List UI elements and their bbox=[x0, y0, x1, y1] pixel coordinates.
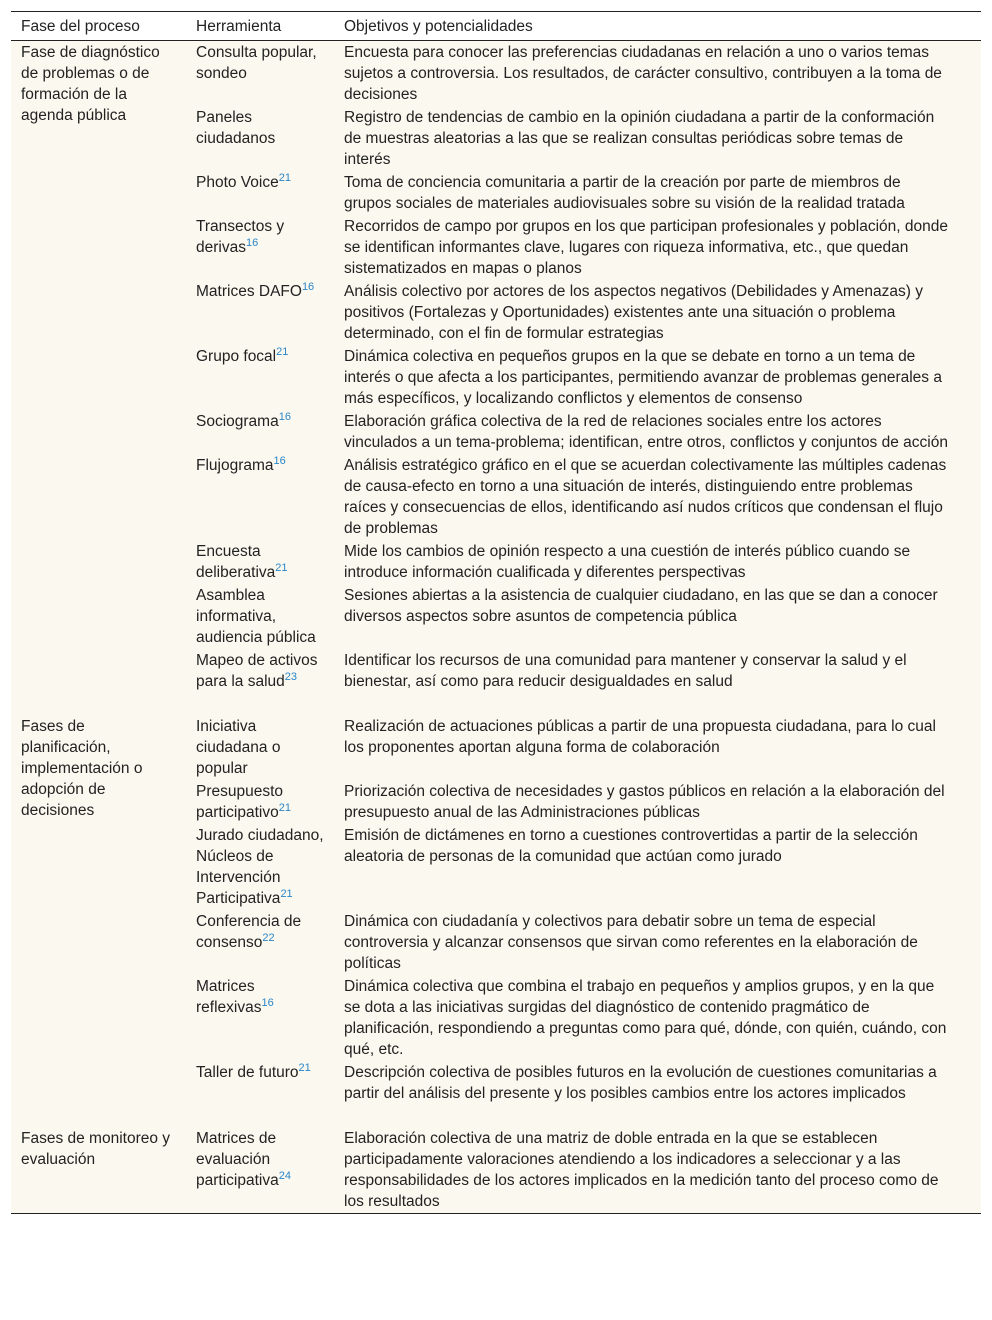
reference-link[interactable]: 16 bbox=[301, 281, 315, 293]
tool-cell bbox=[186, 280, 334, 345]
participation-tools-table bbox=[11, 11, 981, 1214]
objectives-cell: Registro de tendencias de cambio en la opinión ciudadana a partir de la conformación de muestras aleatorias a las que se realizan consultas periódicas sobre temas de interés bbox=[344, 109, 935, 168]
tool-name: Asamblea informativa, audiencia pública bbox=[196, 587, 316, 646]
objectives-cell: Realización de actuaciones públicas a partir de una propuesta ciudadana, para lo cual los proponentes aportan alguna forma de colaboración bbox=[344, 718, 936, 756]
reference-link[interactable]: 21 bbox=[298, 1062, 311, 1074]
tool-cell bbox=[186, 1061, 334, 1127]
tool-name: Iniciativa ciudadana o popular bbox=[196, 718, 281, 777]
tool-cell bbox=[186, 215, 334, 280]
header-phase: Fase del proceso bbox=[21, 18, 140, 35]
tool-cell bbox=[186, 780, 334, 824]
tool-name: Photo Voice bbox=[196, 174, 279, 191]
tool-cell bbox=[186, 715, 334, 780]
objectives-cell: Identificar los recursos de una comunidad para mantener y conservar la salud y el bienestar, así como para reducir desigualdades en salud bbox=[344, 652, 907, 690]
tool-name: Transectos y derivas bbox=[196, 218, 285, 256]
tool-cell bbox=[186, 584, 334, 649]
tool-cell bbox=[186, 910, 334, 975]
objectives-cell: Encuesta para conocer las preferencias ciudadanas en relación a uno o varios temas sujetos a controversia. Los resultados, de carácter consultivo, contribuyen a la toma de decisiones bbox=[344, 44, 942, 103]
table-row bbox=[11, 715, 981, 780]
phase-cell: Fase de diagnóstico de problemas o de formación de la agenda pública bbox=[21, 44, 160, 124]
reference-link[interactable]: 16 bbox=[278, 411, 291, 423]
tool-cell bbox=[186, 345, 334, 410]
reference-link[interactable]: 16 bbox=[261, 997, 274, 1009]
tool-name: Matrices de evaluación participativa bbox=[196, 1130, 279, 1189]
tool-name: Grupo focal bbox=[196, 348, 277, 365]
phase-cell: Fases de monitoreo y evaluación bbox=[21, 1130, 171, 1168]
objectives-cell: Toma de conciencia comunitaria a partir de la creación por parte de miembros de grupos sociales de materiales audiovisuales sobre su visión de la realidad tratada bbox=[344, 174, 905, 212]
objectives-cell: Elaboración gráfica colectiva de la red de relaciones sociales entre los actores vinculados a un tema-problema; identifican, entre otros, conflictos y conjuntos de acción bbox=[344, 413, 948, 451]
objectives-cell: Dinámica con ciudadanía y colectivos para debatir sobre un tema de especial controversia y alcanzar consensos que sirvan como referentes en la elaboración de políticas bbox=[344, 913, 918, 972]
table-body bbox=[11, 41, 981, 1214]
reference-link[interactable]: 21 bbox=[278, 802, 291, 814]
tool-cell bbox=[186, 649, 334, 715]
header-row bbox=[11, 12, 981, 41]
reference-link[interactable]: 23 bbox=[284, 671, 298, 683]
tool-name: Sociograma bbox=[196, 413, 279, 430]
table-header bbox=[11, 12, 981, 41]
tool-cell bbox=[186, 824, 334, 910]
tool-name: Taller de futuro bbox=[196, 1064, 299, 1081]
tool-name: Matrices DAFO bbox=[196, 283, 302, 300]
phase-cell: Fases de planificación, implementación o adopción de decisiones bbox=[21, 718, 143, 819]
objectives-cell: Dinámica colectiva que combina el trabajo en pequeños y amplios grupos, y en la que se dota a las iniciativas surgidas del diagnóstico de contenido pragmático de planificación, respondiendo a preguntas como para qué, dónde, con quién, cuándo, con qué, etc. bbox=[344, 978, 947, 1058]
objectives-cell: Recorridos de campo por grupos en los que participan profesionales y población, donde se identifican informantes clave, lugares con riqueza informativa, etc., que quedan sistematizados en mapas o planos bbox=[344, 218, 949, 277]
tool-name: Presupuesto participativo bbox=[196, 783, 284, 821]
header-objectives: Objetivos y potencialidades bbox=[344, 18, 533, 35]
tool-cell bbox=[186, 41, 334, 107]
tool-name: Encuesta deliberativa bbox=[196, 543, 276, 581]
objectives-cell: Descripción colectiva de posibles futuros en la evolución de cuestiones comunitarias a partir del análisis del presente y los posibles cambios entre los actores implicados bbox=[344, 1064, 937, 1102]
table-row bbox=[11, 41, 981, 107]
objectives-cell: Emisión de dictámenes en torno a cuestiones controvertidas a partir de la selección aleatoria de personas de la comunidad que actúan como jurado bbox=[344, 827, 918, 865]
tool-name: Flujograma bbox=[196, 457, 274, 474]
tool-cell bbox=[186, 410, 334, 454]
reference-link[interactable]: 16 bbox=[273, 455, 286, 467]
tool-cell bbox=[186, 540, 334, 584]
objectives-cell: Mide los cambios de opinión respecto a una cuestión de interés público cuando se introduce información cualificada y diferentes perspectivas bbox=[344, 543, 911, 581]
reference-link[interactable]: 22 bbox=[262, 932, 275, 944]
objectives-cell: Sesiones abiertas a la asistencia de cualquier ciudadano, en las que se dan a conocer diversos aspectos sobre asuntos de competencia pública bbox=[344, 587, 938, 625]
objectives-cell: Elaboración colectiva de una matriz de doble entrada en la que se establecen participadamente valoraciones atendiendo a los indicadores a seleccionar y a las responsabilidades de los actores implicados en la medición tanto del proceso como de los resultados bbox=[344, 1130, 939, 1210]
tool-cell bbox=[186, 454, 334, 540]
tool-name: Matrices reflexivas bbox=[196, 978, 262, 1016]
tool-name: Jurado ciudadano, Núcleos de Intervención Participativa bbox=[196, 827, 324, 907]
tool-name: Mapeo de activos para la salud bbox=[196, 652, 318, 690]
objectives-cell: Análisis estratégico gráfico en el que se acuerdan colectivamente las múltiples cadenas de causa-efecto en torno a una situación de interés, distinguiendo entre problemas raíces y consecuencias de ellos, identificando así nudos críticos que condensan el flujo de problemas bbox=[344, 457, 947, 537]
tool-name: Consulta popular, sondeo bbox=[196, 44, 317, 82]
tool-name: Paneles ciudadanos bbox=[196, 109, 276, 147]
objectives-cell: Dinámica colectiva en pequeños grupos en la que se debate en torno a un tema de interés o que afecta a los participantes, permitiendo avanzar de problemas generales a más específicos, y localizando conflictos y elementos de consenso bbox=[344, 348, 942, 407]
tool-name: Conferencia de consenso bbox=[196, 913, 302, 951]
header-tool: Herramienta bbox=[196, 18, 282, 35]
table-row bbox=[11, 1127, 981, 1214]
reference-link[interactable]: 21 bbox=[276, 346, 289, 358]
tool-cell bbox=[186, 1127, 334, 1214]
reference-link[interactable]: 21 bbox=[280, 888, 293, 900]
objectives-cell: Análisis colectivo por actores de los aspectos negativos (Debilidades y Amenazas) y positivos (Fortalezas y Oportunidades) existentes ante una situación o problema determinado, con el fin de formular estrategias bbox=[344, 283, 923, 342]
reference-link[interactable]: 24 bbox=[278, 1170, 291, 1182]
reference-link[interactable]: 16 bbox=[245, 237, 259, 249]
tool-cell bbox=[186, 975, 334, 1061]
tool-cell bbox=[186, 106, 334, 171]
objectives-cell: Priorización colectiva de necesidades y gastos públicos en relación a la elaboración del presupuesto anual de las Administraciones públicas bbox=[344, 783, 945, 821]
reference-link[interactable]: 21 bbox=[278, 172, 291, 184]
tool-cell bbox=[186, 171, 334, 215]
reference-link[interactable]: 21 bbox=[275, 562, 288, 574]
